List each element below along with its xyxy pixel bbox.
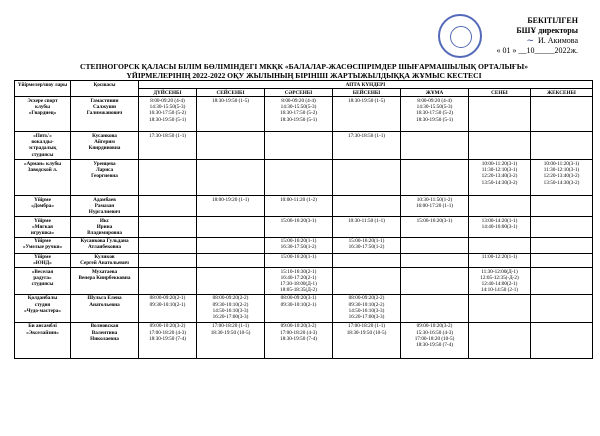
schedule-slot-cell: [333, 97, 401, 132]
schedule-slot-cell: [265, 217, 333, 238]
approval-signature-line: [428, 36, 578, 46]
schedule-slot-cell: [333, 253, 401, 267]
cell-line: 08:00-09:20(2-2): [212, 295, 249, 302]
header-day: ЖҰМА: [401, 89, 469, 97]
cell-line: 15:00-16:20(1-1): [280, 254, 317, 261]
cell-line: 15:00-16:20(1-1): [280, 238, 317, 245]
schedule-slot-cell: [401, 217, 469, 238]
cell-line: Анатольевна: [89, 301, 120, 308]
cell-line: 17:00-18:20 (1-1): [347, 323, 386, 330]
schedule-slot-cell: [265, 97, 333, 132]
cell-line: Кусанкова Гульдана: [80, 238, 129, 245]
cell-line: 08:00-09:20(3-1): [280, 295, 317, 302]
cell-line: «Домбра»: [31, 203, 54, 210]
cell-line: 11:30-12:00(Д-1): [481, 268, 518, 275]
cell-line: клубы: [34, 104, 51, 111]
cell-line: «Экселайзин»: [26, 329, 59, 336]
schedule-slot-cell: [531, 322, 593, 358]
header-day: СӘРСЕНБІ: [265, 89, 333, 97]
cell-line: «Веселая: [31, 268, 54, 275]
table-row: [15, 97, 593, 132]
cell-line: 14:50-16:10(3-3): [348, 307, 385, 314]
cell-line: 18:05-18:35(Д-2): [280, 287, 317, 294]
teacher-name-cell: [71, 237, 139, 253]
cell-line: 17:00-18:20 (1-1): [211, 323, 250, 330]
cell-line: Галимжанович: [86, 110, 123, 117]
cell-line: Валентина: [91, 329, 118, 336]
teacher-name-cell: [71, 196, 139, 217]
header-day: СЕНБІ: [469, 89, 531, 97]
schedule-slot-cell: [401, 196, 469, 217]
teacher-name-cell: [71, 322, 139, 358]
cell-line: «ЮНД»: [33, 260, 52, 267]
cell-line: 17:30-18:00(Д-1): [280, 280, 317, 287]
cell-line: 15:00-16:20(3-1): [280, 217, 317, 224]
cell-line: «Арман» клубы: [23, 160, 62, 167]
schedule-slot-cell: [197, 97, 265, 132]
schedule-slot-cell: [401, 132, 469, 160]
cell-line: Икс: [99, 217, 110, 224]
cell-line: Сергей Анатольевич: [80, 260, 129, 267]
table-row: [15, 196, 593, 217]
cell-line: 09:30-10:10(2-1): [149, 301, 186, 308]
cell-line: Би ансамблі: [28, 323, 57, 330]
schedule-slot-cell: [139, 217, 197, 238]
cell-line: Ирина: [96, 223, 113, 230]
cell-line: 14:10-14:50 (2-1): [480, 287, 519, 294]
cell-line: 12:40-14:00(2-1): [481, 280, 518, 287]
teacher-name-cell: [71, 268, 139, 295]
table-row: [15, 294, 593, 322]
cell-line: 16:30-17:50 (5-2): [279, 110, 318, 117]
schedule-slot-cell: [197, 322, 265, 358]
cell-line: 8:00-09:20 (4-4): [281, 97, 316, 104]
schedule-slot-cell: [401, 160, 469, 196]
cell-line: Үйірме: [34, 217, 51, 224]
schedule-slot-cell: [333, 294, 401, 322]
schedule-slot-cell: [469, 253, 531, 267]
cell-line: 10:30-11:50 (1-1): [348, 217, 385, 224]
schedule-body: [15, 97, 593, 358]
schedule-slot-cell: [531, 294, 593, 322]
cell-line: 16:20-17:00(3-3): [212, 313, 249, 320]
schedule-slot-cell: [401, 97, 469, 132]
schedule-slot-cell: [265, 253, 333, 267]
cell-line: 16:20-17:00(3-3): [348, 313, 385, 320]
schedule-slot-cell: [197, 253, 265, 267]
schedule-slot-cell: [469, 294, 531, 322]
schedule-slot-cell: [333, 322, 401, 358]
cell-line: 12:20-13:40(3-2): [543, 173, 580, 180]
schedule-slot-cell: [139, 196, 197, 217]
schedule-slot-cell: [197, 268, 265, 295]
cell-line: студиясы: [31, 280, 54, 287]
cell-line: 17:00-18:20 (4-3): [279, 329, 318, 336]
cell-line: 10:30-11:50(1-2): [416, 196, 453, 203]
cell-line: Венера Кинрбекковна: [78, 274, 131, 281]
schedule-slot-cell: [531, 196, 593, 217]
cell-line: 16:00-17:20 (1-1): [415, 203, 454, 210]
header-day: ЖЕКСЕНБІ: [531, 89, 593, 97]
cell-line: 18:30-19:50 (1-5): [347, 97, 386, 104]
table-row: [15, 237, 593, 253]
cell-line: 09:30-10:10(2-1): [280, 301, 317, 308]
cell-line: Мухатаева: [91, 268, 118, 275]
schedule-slot-cell: [139, 132, 197, 160]
cell-line: 08:00-09:20(2-2): [348, 295, 385, 302]
cell-line: 18:30-19:50 (10-5): [210, 329, 251, 336]
cell-line: игрушка»: [30, 229, 55, 236]
cell-line: «Умелые ручки»: [22, 244, 63, 251]
cell-line: 16:40-17:20(2-1): [280, 274, 317, 281]
schedule-table: [14, 80, 593, 359]
cell-line: 09:00-10:20(3-2): [280, 323, 317, 330]
teacher-name-cell: [71, 253, 139, 267]
club-name-cell: [15, 217, 71, 238]
cell-line: 16:30-17:50(1-2): [348, 244, 385, 251]
cell-line: Гамастянин: [90, 97, 119, 104]
teacher-name-cell: [71, 217, 139, 238]
cell-line: 12:05-12:35(-Д-2): [480, 274, 519, 281]
cell-line: 18:30-19:50 (7-4): [148, 335, 187, 342]
schedule-slot-cell: [265, 268, 333, 295]
cell-line: 09:30-10:10(2-2): [212, 301, 249, 308]
cell-line: Николаевна: [90, 335, 119, 342]
club-name-cell: [15, 294, 71, 322]
cell-line: 11:00-12:20(1-1): [481, 254, 518, 261]
signature-scribble: ~: [526, 36, 534, 46]
cell-line: 09:00-10:20(3-2): [149, 323, 186, 330]
header-club: Үйірмелер/шоу лары: [15, 81, 71, 97]
cell-line: 16:30-17:50(1-2): [280, 244, 317, 251]
header-day: ДҮЙСЕНБІ: [139, 89, 197, 97]
schedule-slot-cell: [531, 160, 593, 196]
cell-line: Владимировна: [87, 229, 122, 236]
cell-line: 18:30-19:50 (5-1): [279, 116, 318, 123]
club-name-cell: [15, 253, 71, 267]
cell-line: 8:00-09:20 (4-4): [150, 97, 185, 104]
cell-line: 10:00-11:20(3-1): [543, 160, 580, 167]
cell-line: Уренцева: [93, 160, 116, 167]
cell-line: Заводской л.: [27, 167, 58, 174]
table-row: [15, 132, 593, 160]
header-day: БЕЙСЕНБІ: [333, 89, 401, 97]
schedule-slot-cell: [469, 322, 531, 358]
club-name-cell: [15, 160, 71, 196]
schedule-slot-cell: [197, 196, 265, 217]
cell-line: 17:30-18:50 (1-1): [347, 132, 386, 139]
schedule-slot-cell: [531, 268, 593, 295]
schedule-slot-cell: [469, 268, 531, 295]
cell-line: 15:00-16:20(1-1): [348, 238, 385, 245]
cell-line: 09:30-10:10(2-2): [348, 301, 385, 308]
cell-line: 11:30-12:10(3-1): [481, 167, 518, 174]
teacher-name-cell: [71, 132, 139, 160]
cell-line: 16:30-17:50 (5-2): [415, 110, 454, 117]
cell-line: Адамбаев: [93, 196, 116, 203]
cell-line: 11:30-12:10(3-1): [543, 167, 580, 174]
schedule-slot-cell: [139, 294, 197, 322]
cell-line: Үйірме: [34, 254, 51, 261]
schedule-slot-cell: [401, 268, 469, 295]
schedule-slot-cell: [333, 237, 401, 253]
teacher-name-cell: [71, 97, 139, 132]
approval-signer-name: И. Акимова: [537, 36, 578, 45]
teacher-name-cell: [71, 160, 139, 196]
schedule-slot-cell: [531, 237, 593, 253]
cell-line: 17:00-18:20 (4-3): [148, 329, 187, 336]
cell-line: Георгиевна: [91, 173, 118, 180]
cell-line: Салжуши: [92, 104, 117, 111]
schedule-slot-cell: [469, 237, 531, 253]
schedule-slot-cell: [469, 160, 531, 196]
schedule-slot-cell: [401, 294, 469, 322]
cell-line: 08:00-09:20(2-1): [149, 295, 186, 302]
cell-line: Үйірме: [34, 196, 51, 203]
cell-line: 13:50-14:30(3-2): [543, 179, 580, 186]
cell-line: 13:00-14:20(1-1): [481, 217, 518, 224]
schedule-slot-cell: [531, 217, 593, 238]
schedule-slot-cell: [265, 160, 333, 196]
schedule-slot-cell: [531, 132, 593, 160]
schedule-slot-cell: [139, 97, 197, 132]
schedule-slot-cell: [401, 322, 469, 358]
schedule-slot-cell: [333, 268, 401, 295]
cell-line: вокалды-: [31, 139, 54, 146]
schedule-slot-cell: [333, 132, 401, 160]
table-row: [15, 217, 593, 238]
cell-line: «Гвардиец»: [28, 110, 57, 117]
schedule-slot-cell: [333, 160, 401, 196]
cell-line: 15:00-16:20(3-1): [416, 217, 453, 224]
cell-line: 17:30-18:50 (1-1): [148, 132, 187, 139]
cell-line: Айгерим: [94, 139, 115, 146]
schedule-slot-cell: [265, 196, 333, 217]
document-title: [30, 62, 578, 80]
cell-line: 18:30-19:50 (5-1): [415, 116, 454, 123]
club-name-cell: [15, 322, 71, 358]
approval-position: БШҰ директоры: [516, 26, 578, 35]
schedule-slot-cell: [469, 196, 531, 217]
cell-line: 17:00-18:20 (10-5): [414, 335, 455, 342]
cell-line: 10:00-11:20 (1-2): [280, 196, 317, 203]
club-name-cell: [15, 196, 71, 217]
cell-line: 09:00-10:20(3-2): [416, 323, 453, 330]
table-row: [15, 160, 593, 196]
cell-line: 18:30-19:50 (10-5): [346, 329, 387, 336]
cell-line: Қолданбалы: [27, 295, 58, 302]
approval-heading: БЕКІТІЛГЕН: [527, 16, 578, 25]
schedule-slot-cell: [401, 237, 469, 253]
schedule-slot-cell: [139, 268, 197, 295]
cell-line: 14:50-16:10(3-3): [212, 307, 249, 314]
schedule-slot-cell: [197, 160, 265, 196]
cell-line: 14:30-15:50(5-3): [280, 104, 317, 111]
cell-line: студиясы: [31, 151, 54, 158]
schedule-slot-cell: [139, 322, 197, 358]
cell-line: Кяирдиновна: [88, 145, 121, 152]
club-name-cell: [15, 97, 71, 132]
cell-line: 18:30-19:50 (7-4): [279, 335, 318, 342]
schedule-slot-cell: [265, 322, 333, 358]
schedule-slot-cell: [139, 237, 197, 253]
cell-line: 14:30-15:50(5-3): [416, 104, 453, 111]
schedule-slot-cell: [469, 97, 531, 132]
approval-block: [428, 16, 578, 56]
cell-line: 15:10-16:30(2-1): [280, 268, 317, 275]
schedule-slot-cell: [139, 253, 197, 267]
schedule-slot-cell: [531, 97, 593, 132]
schedule-slot-cell: [333, 217, 401, 238]
schedule-slot-cell: [197, 217, 265, 238]
cell-line: 14:30-15:50(5-3): [149, 104, 186, 111]
cell-line: Лариса: [95, 167, 114, 174]
schedule-slot-cell: [139, 160, 197, 196]
cell-line: 18:00-19:20 (1-1): [211, 196, 250, 203]
schedule-slot-cell: [197, 294, 265, 322]
cell-line: Эсхере спорт: [27, 97, 58, 104]
header-day: СЕЙСЕНБІ: [197, 89, 265, 97]
cell-line: 12:20-13:40(3-2): [481, 173, 518, 180]
cell-line: 10:00-11:20(3-1): [481, 160, 518, 167]
cell-line: студия: [34, 301, 51, 308]
schedule-slot-cell: [469, 217, 531, 238]
club-name-cell: [15, 268, 71, 295]
club-name-cell: [15, 132, 71, 160]
cell-line: 14:40-16:00(3-1): [481, 223, 518, 230]
title-line-1: СТЕПНОГОРСК ҚАЛАСЫ БІЛІМ БӨЛІМІНДЕГІ МКҚК «БАЛАЛАР-ЖАСӨСПІРІМДЕР ШЫҒАРМАШЫЛЫҚ ОРТАЛЫҒЫ»: [79, 62, 529, 71]
title-line-2: ҮЙІРМЕЛЕРІНІҢ 2022-2022 ОҚУ ЖЫЛЫНЫҢ БІРІНШІ ЖАРТЫЖЫЛДЫҚҚА ЖҰМЫС КЕСТЕСІ: [126, 71, 482, 80]
cell-line: 18:30-19:50 (5-1): [148, 116, 187, 123]
schedule-slot-cell: [333, 196, 401, 217]
cell-line: Волновская: [90, 323, 119, 330]
cell-line: 16:30-17:50 (5-2): [148, 110, 187, 117]
header-teacher: Қосшасы: [71, 81, 139, 97]
schedule-slot-cell: [401, 253, 469, 267]
schedule-slot-cell: [197, 132, 265, 160]
schedule-slot-cell: [469, 132, 531, 160]
cell-line: Нургалиевич: [88, 209, 121, 216]
cell-line: 15:30-16:50 (4-3): [415, 329, 454, 336]
table-row: [15, 322, 593, 358]
schedule-slot-cell: [197, 237, 265, 253]
header-week-days: АПТА КҮНДЕРІ: [139, 81, 593, 89]
approval-date: « 01 » __10_____2022ж.: [496, 46, 578, 55]
table-row: [15, 268, 593, 295]
cell-line: Кусанкова: [92, 132, 117, 139]
cell-line: эстрадалық: [28, 145, 57, 152]
cell-line: Шульга Елена: [87, 295, 122, 302]
cell-line: «Пять'»: [33, 132, 52, 139]
cell-line: Атлаибековна: [88, 244, 121, 251]
schedule-slot-cell: [265, 132, 333, 160]
club-name-cell: [15, 237, 71, 253]
cell-line: «Чудо-мастера»: [24, 307, 61, 314]
cell-line: Куликов: [94, 254, 115, 261]
cell-line: «Мягкая: [32, 223, 53, 230]
cell-line: 18:30-19:50 (1-5): [211, 97, 250, 104]
cell-line: 18:30-19:50 (7-4): [415, 341, 454, 348]
cell-line: 13:50-14:30(3-2): [481, 179, 518, 186]
schedule-slot-cell: [265, 294, 333, 322]
cell-line: Үйірме: [34, 238, 51, 245]
table-row: [15, 253, 593, 267]
cell-line: 8:00-09:20 (4-4): [417, 97, 452, 104]
teacher-name-cell: [71, 294, 139, 322]
cell-line: радуга»: [33, 274, 52, 281]
schedule-slot-cell: [531, 253, 593, 267]
schedule-slot-cell: [265, 237, 333, 253]
cell-line: Рамазан: [94, 203, 115, 210]
